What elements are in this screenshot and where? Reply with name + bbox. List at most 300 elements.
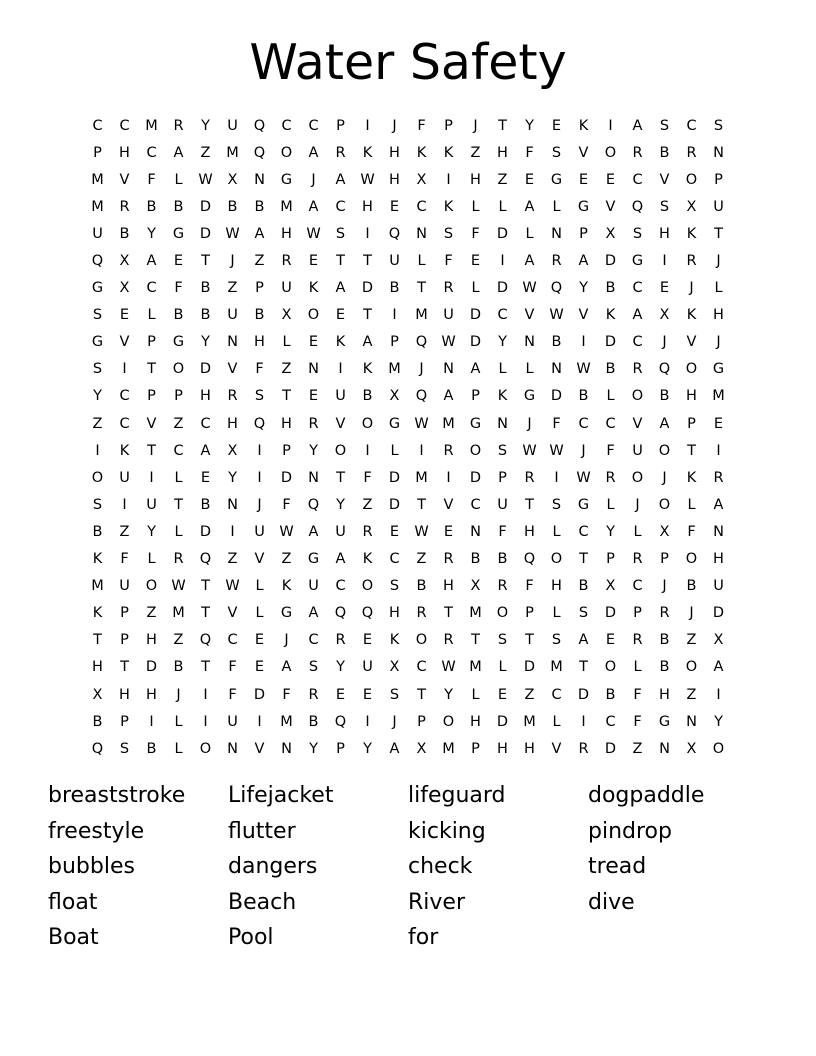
grid-letter: C bbox=[335, 578, 346, 595]
grid-letter: A bbox=[578, 632, 589, 649]
grid-letter: S bbox=[578, 605, 589, 622]
grid-letter: B bbox=[254, 307, 265, 324]
grid-letter: P bbox=[498, 469, 507, 486]
grid-letter: P bbox=[633, 605, 642, 622]
grid-letter: P bbox=[336, 740, 345, 757]
grid-letter: A bbox=[389, 740, 400, 757]
word-list-item: Pool bbox=[228, 925, 274, 951]
grid-row bbox=[84, 112, 732, 139]
grid-letter: L bbox=[255, 578, 264, 595]
grid-letter: C bbox=[416, 659, 427, 676]
grid-letter: J bbox=[662, 469, 667, 486]
grid-letter: P bbox=[444, 117, 453, 134]
grid-letter: C bbox=[308, 117, 319, 134]
grid-letter: N bbox=[227, 740, 238, 757]
grid-letter: Z bbox=[173, 415, 184, 432]
grid-letter: T bbox=[417, 280, 426, 297]
grid-letter: R bbox=[713, 469, 724, 486]
grid-letter: W bbox=[414, 415, 429, 432]
grid-letter: U bbox=[227, 117, 238, 134]
grid-letter: Y bbox=[363, 740, 372, 757]
grid-letter: A bbox=[524, 253, 535, 270]
grid-letter: C bbox=[227, 632, 238, 649]
grid-letter: P bbox=[93, 144, 102, 161]
grid-letter: G bbox=[658, 713, 671, 730]
grid-letter: T bbox=[282, 388, 291, 405]
grid-letter: R bbox=[443, 551, 454, 568]
grid-letter: L bbox=[471, 198, 480, 215]
grid-letter: C bbox=[605, 713, 616, 730]
grid-letter: B bbox=[173, 198, 184, 215]
grid-letter: Q bbox=[334, 713, 347, 730]
grid-letter: M bbox=[91, 198, 104, 215]
grid-letter: L bbox=[633, 659, 642, 676]
word-list-item: flutter bbox=[228, 818, 296, 844]
grid-letter: N bbox=[713, 144, 724, 161]
grid-letter: J bbox=[230, 253, 235, 270]
grid-letter: X bbox=[659, 523, 670, 540]
grid-letter: T bbox=[120, 659, 129, 676]
grid-letter: O bbox=[280, 144, 293, 161]
grid-letter: C bbox=[632, 578, 643, 595]
grid-letter: C bbox=[146, 280, 157, 297]
grid-letter: K bbox=[416, 144, 427, 161]
grid-letter: F bbox=[525, 578, 534, 595]
grid-letter: H bbox=[92, 659, 103, 676]
grid-row bbox=[84, 356, 732, 383]
grid-letter: R bbox=[686, 144, 697, 161]
grid-letter: F bbox=[606, 442, 615, 459]
grid-letter: G bbox=[91, 280, 104, 297]
grid-letter: W bbox=[225, 578, 240, 595]
grid-letter: U bbox=[146, 496, 157, 513]
grid-letter: G bbox=[280, 171, 293, 188]
grid-letter: Q bbox=[523, 551, 536, 568]
grid-letter: Y bbox=[147, 225, 156, 242]
grid-letter: M bbox=[91, 578, 104, 595]
grid-letter: L bbox=[606, 388, 615, 405]
grid-letter: B bbox=[686, 578, 697, 595]
grid-letter: R bbox=[605, 469, 616, 486]
grid-letter: P bbox=[417, 713, 426, 730]
grid-row bbox=[84, 518, 732, 545]
grid-letter: Z bbox=[227, 280, 238, 297]
grid-letter: L bbox=[525, 361, 534, 378]
grid-letter: Z bbox=[632, 740, 643, 757]
grid-letter: O bbox=[199, 740, 212, 757]
grid-letter: Y bbox=[201, 117, 210, 134]
grid-letter: X bbox=[686, 740, 697, 757]
grid-letter: N bbox=[227, 496, 238, 513]
grid-letter: S bbox=[659, 117, 670, 134]
grid-letter: E bbox=[362, 686, 373, 703]
grid-letter: H bbox=[470, 713, 481, 730]
grid-letter: J bbox=[419, 361, 424, 378]
grid-letter: Z bbox=[497, 171, 508, 188]
grid-row bbox=[84, 681, 732, 708]
grid-letter: T bbox=[714, 225, 723, 242]
grid-letter: M bbox=[280, 198, 293, 215]
grid-letter: M bbox=[442, 415, 455, 432]
grid-letter: L bbox=[390, 442, 399, 459]
grid-letter: D bbox=[604, 334, 617, 351]
grid-letter: K bbox=[308, 280, 319, 297]
grid-letter: B bbox=[146, 198, 157, 215]
grid-letter: D bbox=[469, 334, 482, 351]
grid-letter: F bbox=[228, 659, 237, 676]
grid-letter: T bbox=[93, 632, 102, 649]
grid-letter: U bbox=[713, 578, 724, 595]
grid-letter: A bbox=[713, 496, 724, 513]
grid-letter: N bbox=[524, 334, 535, 351]
grid-letter: E bbox=[254, 632, 265, 649]
grid-letter: M bbox=[415, 307, 428, 324]
grid-letter: V bbox=[443, 496, 454, 513]
grid-letter: C bbox=[416, 198, 427, 215]
grid-letter: L bbox=[471, 280, 480, 297]
grid-letter: K bbox=[362, 144, 373, 161]
grid-letter: A bbox=[173, 144, 184, 161]
grid-letter: C bbox=[551, 686, 562, 703]
grid-letter: H bbox=[389, 605, 400, 622]
grid-letter: M bbox=[550, 659, 563, 676]
grid-letter: M bbox=[145, 117, 158, 134]
grid-letter: W bbox=[279, 523, 294, 540]
word-list-item: pindrop bbox=[588, 818, 672, 844]
grid-letter: F bbox=[228, 686, 237, 703]
grid-letter: B bbox=[227, 198, 238, 215]
grid-letter: A bbox=[470, 361, 481, 378]
grid-letter: G bbox=[172, 225, 185, 242]
grid-letter: W bbox=[306, 225, 321, 242]
grid-letter: E bbox=[659, 280, 670, 297]
grid-letter: N bbox=[470, 523, 481, 540]
grid-letter: I bbox=[257, 713, 262, 730]
grid-letter: I bbox=[122, 361, 127, 378]
grid-letter: L bbox=[606, 496, 615, 513]
grid-letter: S bbox=[551, 632, 562, 649]
grid-letter: E bbox=[308, 388, 319, 405]
grid-letter: R bbox=[632, 144, 643, 161]
grid-letter: N bbox=[551, 225, 562, 242]
grid-letter: B bbox=[200, 496, 211, 513]
grid-letter: L bbox=[687, 496, 696, 513]
grid-letter: H bbox=[443, 578, 454, 595]
grid-letter: L bbox=[498, 198, 507, 215]
grid-letter: Q bbox=[388, 225, 401, 242]
grid-letter: T bbox=[201, 578, 210, 595]
grid-letter: M bbox=[712, 388, 725, 405]
grid-letter: G bbox=[172, 334, 185, 351]
grid-letter: W bbox=[198, 171, 213, 188]
grid-letter: I bbox=[365, 225, 370, 242]
grid-letter: B bbox=[497, 551, 508, 568]
grid-letter: R bbox=[281, 253, 292, 270]
grid-letter: V bbox=[632, 415, 643, 432]
grid-letter: C bbox=[497, 307, 508, 324]
grid-letter: D bbox=[604, 605, 617, 622]
grid-letter: I bbox=[581, 713, 586, 730]
grid-letter: X bbox=[470, 578, 481, 595]
grid-letter: O bbox=[685, 361, 698, 378]
grid-letter: U bbox=[254, 523, 265, 540]
grid-letter: I bbox=[608, 117, 613, 134]
grid-letter: U bbox=[362, 659, 373, 676]
grid-letter: U bbox=[92, 225, 103, 242]
grid-letter: J bbox=[392, 117, 397, 134]
grid-letter: S bbox=[119, 740, 130, 757]
grid-letter: U bbox=[308, 578, 319, 595]
grid-letter: Y bbox=[444, 686, 453, 703]
grid-letter: Q bbox=[658, 361, 671, 378]
grid-letter: O bbox=[361, 578, 374, 595]
grid-letter: K bbox=[686, 225, 697, 242]
grid-letter: G bbox=[550, 171, 563, 188]
grid-letter: L bbox=[417, 253, 426, 270]
grid-letter: N bbox=[497, 415, 508, 432]
grid-letter: A bbox=[659, 415, 670, 432]
grid-letter: T bbox=[471, 632, 480, 649]
grid-letter: X bbox=[389, 659, 400, 676]
grid-letter: Y bbox=[309, 740, 318, 757]
grid-letter: O bbox=[604, 144, 617, 161]
grid-letter: J bbox=[716, 334, 721, 351]
grid-letter: R bbox=[173, 117, 184, 134]
grid-letter: I bbox=[203, 686, 208, 703]
grid-letter: Q bbox=[334, 605, 347, 622]
grid-letter: Z bbox=[470, 144, 481, 161]
grid-letter: P bbox=[120, 605, 129, 622]
grid-letter: J bbox=[716, 253, 721, 270]
grid-letter: I bbox=[149, 713, 154, 730]
grid-row bbox=[84, 275, 732, 302]
grid-letter: R bbox=[335, 632, 346, 649]
grid-letter: W bbox=[225, 225, 240, 242]
grid-letter: E bbox=[497, 686, 508, 703]
grid-letter: C bbox=[119, 415, 130, 432]
grid-letter: I bbox=[230, 523, 235, 540]
grid-row bbox=[84, 491, 732, 518]
grid-letter: R bbox=[632, 632, 643, 649]
word-list-item: float bbox=[48, 889, 98, 915]
grid-letter: O bbox=[334, 442, 347, 459]
grid-letter: C bbox=[605, 415, 616, 432]
grid-letter: S bbox=[659, 198, 670, 215]
grid-letter: L bbox=[174, 523, 183, 540]
grid-letter: L bbox=[174, 740, 183, 757]
grid-letter: L bbox=[552, 198, 561, 215]
grid-letter: I bbox=[716, 442, 721, 459]
grid-letter: F bbox=[417, 117, 426, 134]
grid-letter: H bbox=[389, 171, 400, 188]
grid-letter: K bbox=[605, 307, 616, 324]
grid-letter: F bbox=[120, 551, 129, 568]
grid-letter: Y bbox=[579, 280, 588, 297]
grid-letter: B bbox=[254, 198, 265, 215]
grid-letter: L bbox=[498, 361, 507, 378]
grid-letter: P bbox=[174, 388, 183, 405]
grid-letter: E bbox=[254, 659, 265, 676]
grid-row bbox=[84, 627, 732, 654]
grid-letter: P bbox=[606, 551, 615, 568]
grid-letter: Q bbox=[91, 253, 104, 270]
grid-letter: A bbox=[254, 225, 265, 242]
grid-letter: H bbox=[227, 415, 238, 432]
grid-letter: U bbox=[227, 713, 238, 730]
grid-letter: P bbox=[390, 334, 399, 351]
grid-letter: I bbox=[257, 469, 262, 486]
grid-letter: Q bbox=[415, 388, 428, 405]
grid-row bbox=[84, 302, 732, 329]
grid-letter: D bbox=[604, 253, 617, 270]
grid-letter: V bbox=[578, 307, 589, 324]
grid-letter: S bbox=[713, 117, 724, 134]
grid-letter: C bbox=[632, 334, 643, 351]
grid-letter: A bbox=[713, 659, 724, 676]
grid-letter: J bbox=[662, 334, 667, 351]
grid-letter: J bbox=[176, 686, 181, 703]
grid-letter: I bbox=[554, 469, 559, 486]
grid-letter: F bbox=[552, 415, 561, 432]
grid-letter: K bbox=[362, 361, 373, 378]
grid-letter: S bbox=[551, 496, 562, 513]
grid-letter: P bbox=[471, 740, 480, 757]
grid-letter: F bbox=[282, 686, 291, 703]
grid-letter: B bbox=[389, 280, 400, 297]
grid-letter: I bbox=[419, 442, 424, 459]
grid-letter: I bbox=[149, 469, 154, 486]
grid-letter: R bbox=[632, 551, 643, 568]
grid-letter: I bbox=[581, 334, 586, 351]
grid-letter: S bbox=[497, 632, 508, 649]
grid-letter: I bbox=[716, 686, 721, 703]
grid-letter: K bbox=[362, 551, 373, 568]
grid-row bbox=[84, 139, 732, 166]
grid-letter: T bbox=[498, 117, 507, 134]
grid-letter: E bbox=[389, 523, 400, 540]
grid-letter: J bbox=[257, 496, 262, 513]
grid-letter: S bbox=[389, 686, 400, 703]
grid-letter: B bbox=[470, 551, 481, 568]
grid-letter: Z bbox=[281, 551, 292, 568]
grid-letter: O bbox=[712, 740, 725, 757]
grid-letter: B bbox=[146, 740, 157, 757]
grid-letter: K bbox=[335, 334, 346, 351]
grid-letter: D bbox=[253, 686, 266, 703]
grid-letter: X bbox=[389, 388, 400, 405]
grid-letter: O bbox=[442, 713, 455, 730]
grid-letter: W bbox=[576, 469, 591, 486]
word-list-item: Beach bbox=[228, 889, 297, 915]
grid-letter: U bbox=[119, 469, 130, 486]
word-list-item: lifeguard bbox=[408, 783, 506, 808]
grid-letter: D bbox=[469, 307, 482, 324]
grid-letter: H bbox=[713, 307, 724, 324]
grid-letter: I bbox=[122, 496, 127, 513]
grid-letter: R bbox=[308, 686, 319, 703]
grid-letter: O bbox=[685, 171, 698, 188]
grid-letter: N bbox=[308, 361, 319, 378]
grid-letter: R bbox=[443, 442, 454, 459]
grid-letter: L bbox=[552, 605, 561, 622]
grid-letter: B bbox=[92, 523, 103, 540]
grid-letter: B bbox=[578, 388, 589, 405]
grid-letter: O bbox=[631, 469, 644, 486]
grid-letter: S bbox=[443, 225, 454, 242]
grid-letter: V bbox=[578, 144, 589, 161]
grid-letter: T bbox=[336, 253, 345, 270]
grid-letter: R bbox=[659, 605, 670, 622]
word-list-item: tread bbox=[588, 854, 647, 880]
grid-letter: F bbox=[525, 144, 534, 161]
grid-letter: D bbox=[280, 469, 293, 486]
grid-letter: W bbox=[441, 334, 456, 351]
grid-letter: H bbox=[281, 225, 292, 242]
grid-letter: O bbox=[685, 659, 698, 676]
grid-letter: O bbox=[658, 496, 671, 513]
grid-letter: K bbox=[578, 117, 589, 134]
word-list-item: for bbox=[408, 925, 439, 951]
grid-letter: L bbox=[174, 171, 183, 188]
grid-letter: Z bbox=[173, 632, 184, 649]
grid-letter: L bbox=[633, 523, 642, 540]
grid-letter: Z bbox=[416, 551, 427, 568]
grid-letter: E bbox=[308, 334, 319, 351]
grid-letter: M bbox=[469, 659, 482, 676]
grid-letter: A bbox=[335, 280, 346, 297]
grid-letter: B bbox=[173, 659, 184, 676]
grid-letter: Z bbox=[227, 551, 238, 568]
grid-letter: O bbox=[550, 551, 563, 568]
grid-row bbox=[84, 383, 732, 410]
grid-letter: B bbox=[308, 713, 319, 730]
grid-letter: H bbox=[362, 198, 373, 215]
grid-letter: K bbox=[92, 551, 103, 568]
grid-letter: W bbox=[522, 442, 537, 459]
word-list-item: Lifejacket bbox=[228, 783, 334, 808]
word-list-item: breaststroke bbox=[48, 783, 186, 808]
grid-letter: C bbox=[632, 171, 643, 188]
grid-letter: I bbox=[257, 442, 262, 459]
grid-letter: B bbox=[605, 361, 616, 378]
grid-letter: D bbox=[199, 523, 212, 540]
grid-letter: E bbox=[524, 171, 535, 188]
grid-letter: Z bbox=[146, 605, 157, 622]
grid-letter: M bbox=[226, 144, 239, 161]
grid-letter: T bbox=[201, 253, 210, 270]
grid-letter: L bbox=[552, 713, 561, 730]
grid-letter: L bbox=[174, 469, 183, 486]
grid-letter: P bbox=[687, 415, 696, 432]
grid-letter: A bbox=[524, 198, 535, 215]
grid-letter: T bbox=[579, 659, 588, 676]
grid-row bbox=[84, 464, 732, 491]
grid-letter: O bbox=[415, 632, 428, 649]
grid-letter: K bbox=[686, 469, 697, 486]
grid-letter: E bbox=[713, 415, 724, 432]
word-list-item: Boat bbox=[48, 925, 99, 951]
grid-letter: P bbox=[579, 225, 588, 242]
grid-letter: T bbox=[579, 551, 588, 568]
grid-letter: I bbox=[662, 253, 667, 270]
grid-letter: E bbox=[200, 469, 211, 486]
grid-letter: U bbox=[389, 253, 400, 270]
grid-letter: T bbox=[417, 686, 426, 703]
grid-letter: T bbox=[336, 469, 345, 486]
grid-letter: M bbox=[388, 361, 401, 378]
grid-letter: T bbox=[174, 496, 183, 513]
grid-letter: K bbox=[443, 198, 454, 215]
